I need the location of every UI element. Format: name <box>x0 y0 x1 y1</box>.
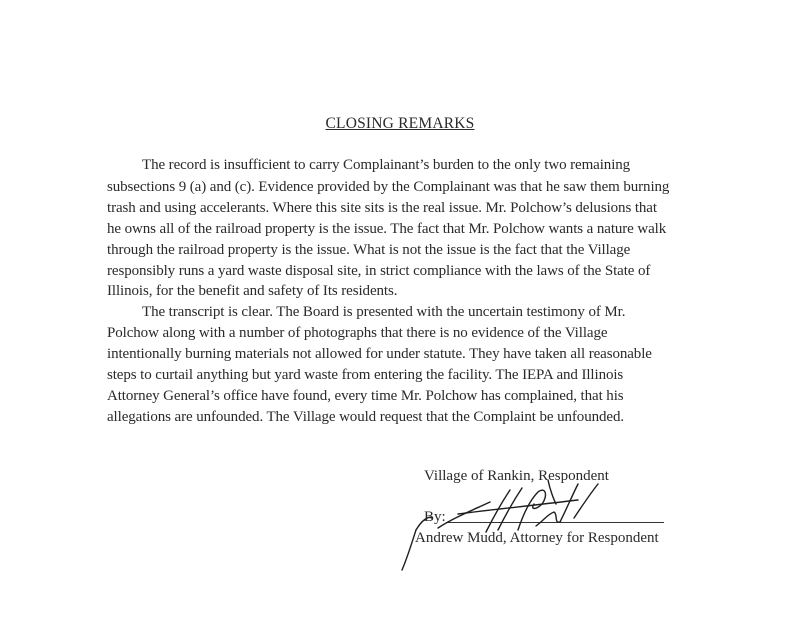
paragraph-1-line-3: trash and using accelerants. Where this site sits is the real issue. Mr. Polchow’s delusions that <box>107 200 657 216</box>
paragraph-1-line-1: The record is insufficient to carry Complainant’s burden to the only two remaining <box>142 157 631 173</box>
respondent-party: Village of Rankin, Respondent <box>424 468 609 484</box>
paragraph-1-line-4: he owns all of the railroad property is the issue. The fact that Mr. Polchow wants a nature walk <box>107 221 667 237</box>
paragraph-2-line-3: intentionally burning materials not allowed for under statute. They have taken all reasonable <box>107 346 652 362</box>
paragraph-2-line-1: The transcript is clear. The Board is presented with the uncertain testimony of Mr. <box>142 304 626 320</box>
paragraph-1-line-6: responsibly runs a yard waste disposal site, in strict compliance with the laws of the State of <box>107 263 651 279</box>
handwritten-signature <box>398 470 613 580</box>
signer-name: Andrew Mudd, Attorney for Respondent <box>415 530 659 546</box>
paragraph-1-line-2: subsections 9 (a) and (c). Evidence provided by the Complainant was that he saw them burning <box>107 179 670 195</box>
by-label: By: <box>424 509 446 525</box>
paragraph-2-line-4: steps to curtail anything but yard waste from entering the facility. The IEPA and Illinois <box>107 367 624 383</box>
paragraph-2-line-6: allegations are unfounded. The Village would request that the Complaint be unfounded. <box>107 409 624 425</box>
page-title: CLOSING REMARKS <box>325 115 475 132</box>
paragraph-2-line-2: Polchow along with a number of photographs that there is no evidence of the Village <box>107 325 608 341</box>
paragraph-2-line-5: Attorney General’s office have found, every time Mr. Polchow has complained, that his <box>107 388 624 404</box>
paragraph-1-line-7: Illinois, for the benefit and safety of Its residents. <box>107 283 398 299</box>
paragraph-1-line-5: through the railroad property is the issue. What is not the issue is the fact that the Village <box>107 242 631 258</box>
